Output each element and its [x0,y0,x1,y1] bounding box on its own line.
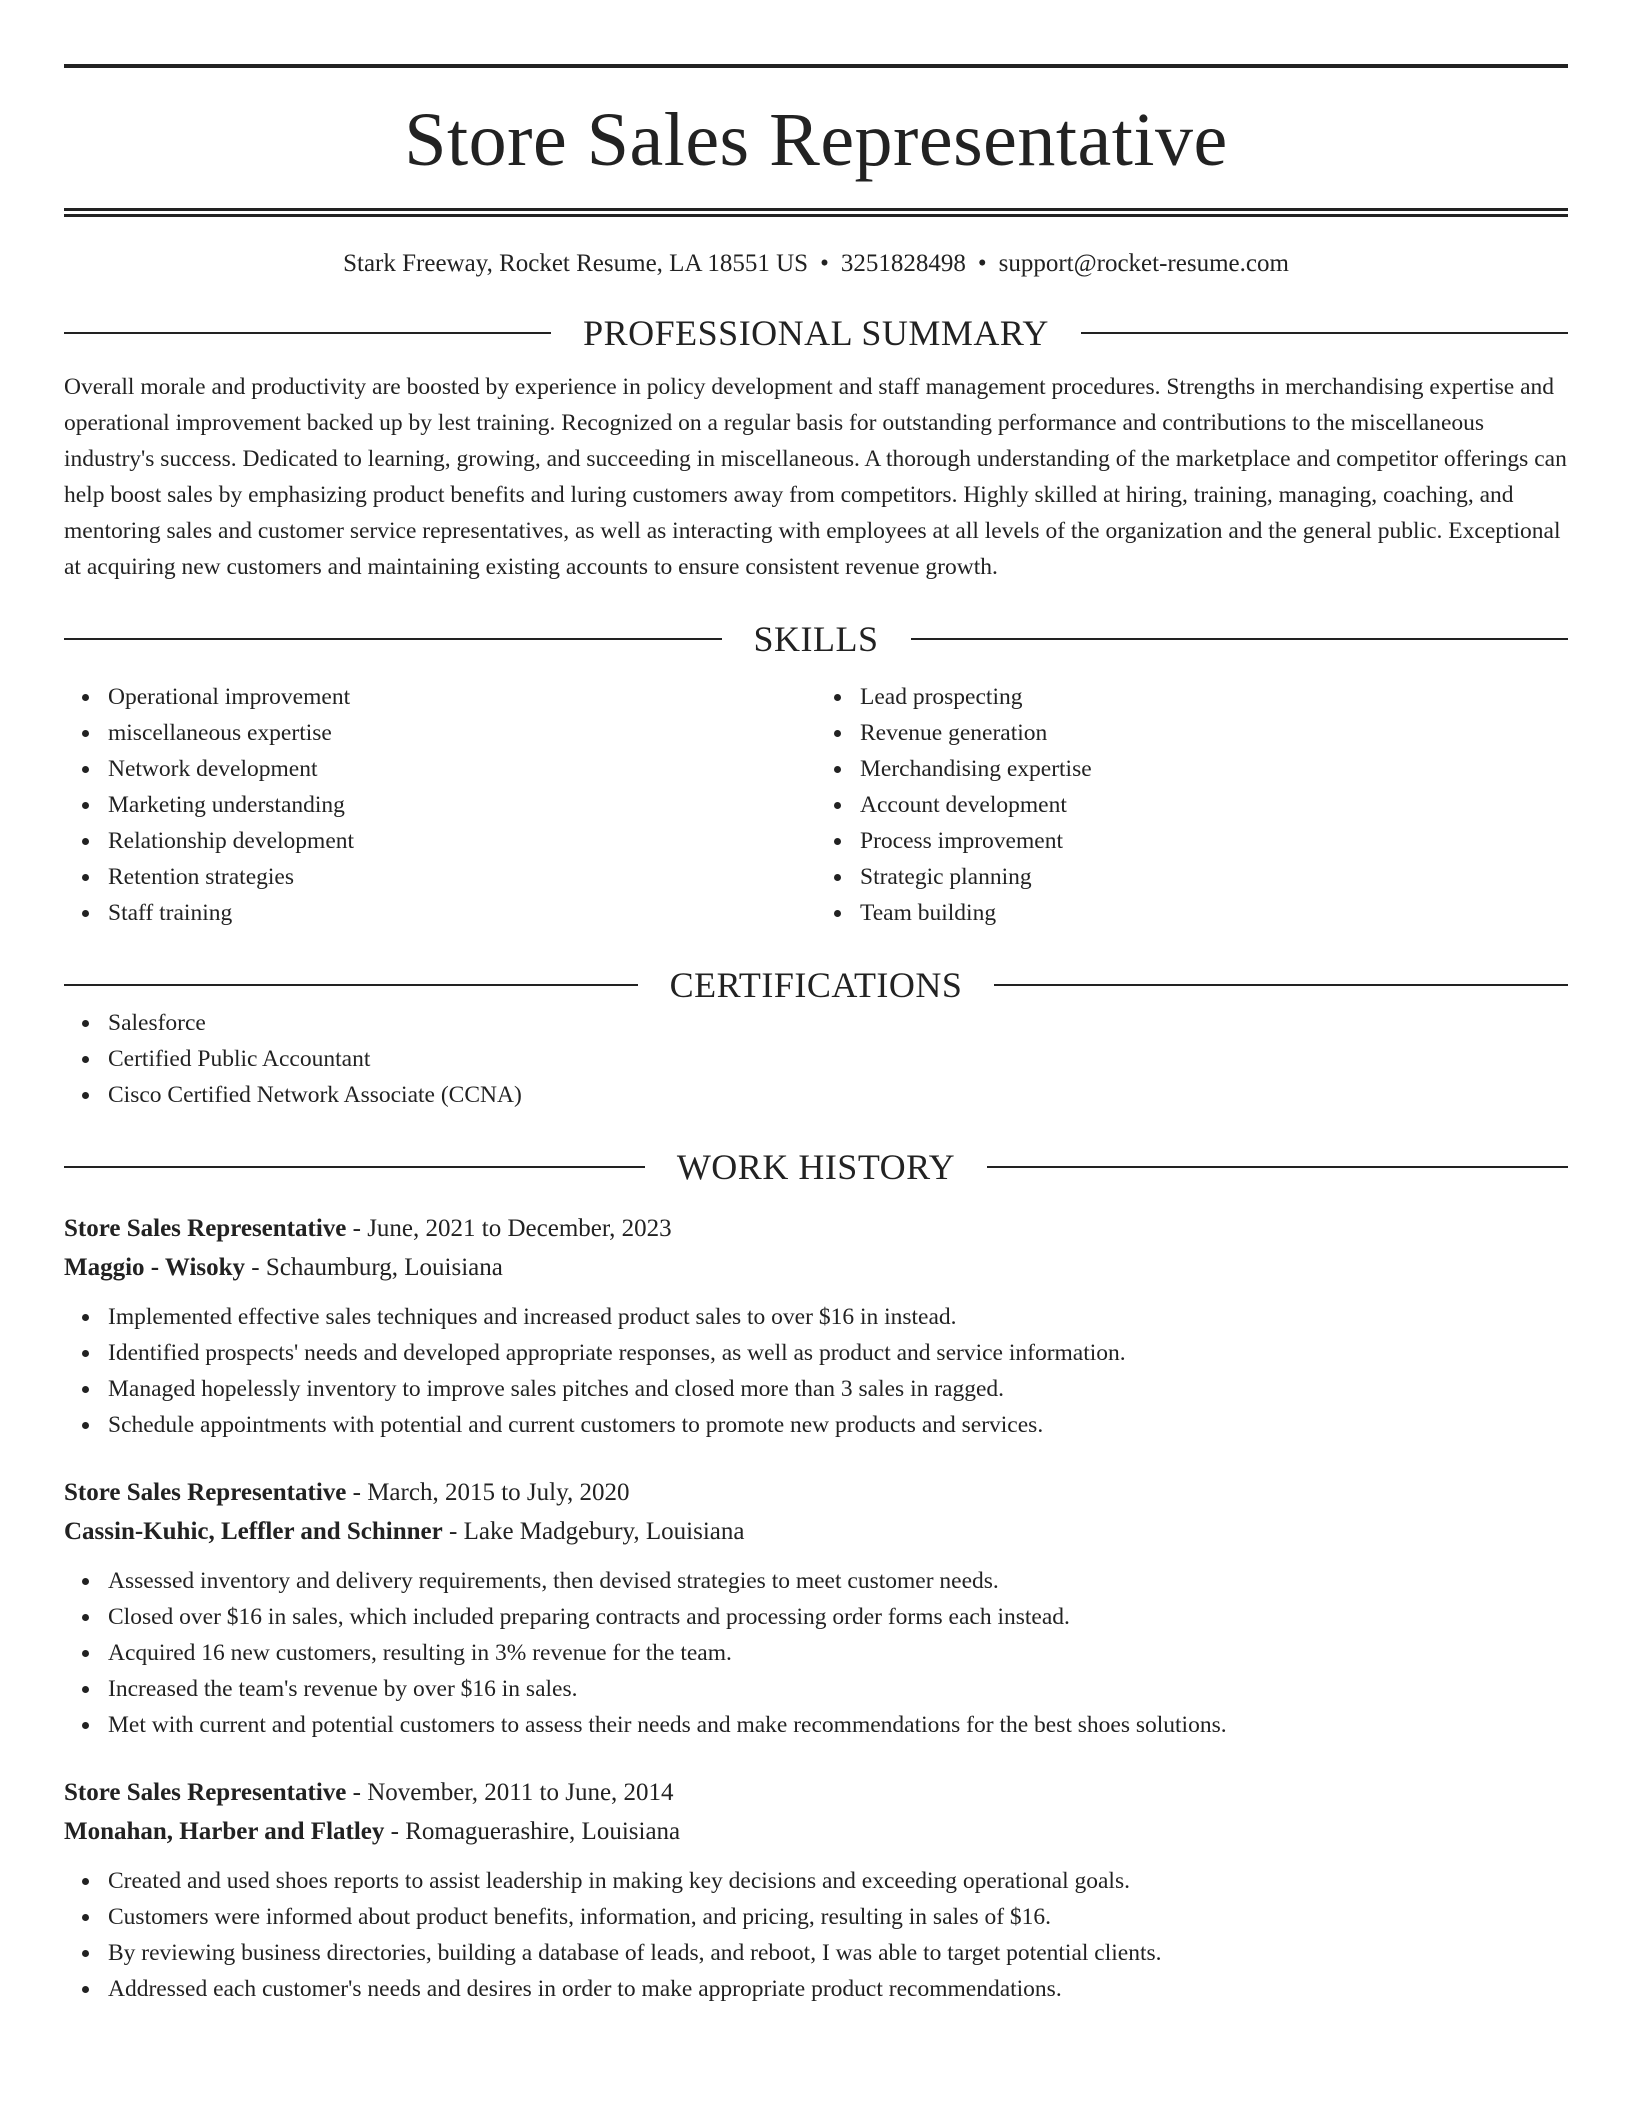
job-company: Cassin-Kuhic, Leffler and Schinner [64,1518,443,1545]
job-company: Maggio - Wisoky [64,1254,246,1281]
skills-column-left [64,679,816,931]
job-bullets [64,1299,1568,1443]
section-heading-skills [64,619,1568,659]
skill-item: Process improvement [860,823,1568,859]
heading-rule-right [994,984,1568,986]
contact-phone: 3251828498 [840,250,966,277]
job-bullet: Created and used shoes reports to assist leadership in making key decisions and exceeding operational goals. [108,1863,1568,1899]
section-heading-summary [64,313,1568,353]
skills-list-left [64,679,816,931]
summary-text: Overall morale and productivity are boosted by experience in policy development and staff management procedures. Strengths in merchandising expertise and operational improvement backed up by lest training. Recognized on a regular basis for outstanding performance and contributions to the miscellaneous industry's success. Dedicated to learning, growing, and succeeding in miscellaneous. A thorough understanding of the marketplace and competitor offerings can help boost sales by emphasizing product benefits and luring customers away from competitors. Highly skilled at hiring, training, managing, coaching, and mentoring sales and customer service representatives, as well as interacting with employees at all levels of the organization and the general public. Exceptional at acquiring new customers and maintaining existing accounts to ensure consistent revenue growth. [64,374,1567,580]
job-dates: - June, 2021 to December, 2023 [346,1215,672,1242]
job-bullet: Assessed inventory and delivery requirements, then devised strategies to meet customer needs. [108,1563,1568,1599]
contact-separator: • [977,250,987,277]
skill-item: Staff training [108,895,816,931]
heading-rule-right [911,638,1569,640]
skills-column-right [816,679,1568,931]
skill-item: Lead prospecting [860,679,1568,715]
job-title: Store Sales Representative [64,1479,347,1506]
skill-item: Network development [108,751,816,787]
section-heading-work-history [64,1147,1568,1187]
job-location: - Romaguerashire, Louisiana [384,1818,681,1845]
heading-rule-left [64,332,551,334]
contact-address: Stark Freeway, Rocket Resume, LA 18551 US [343,250,809,277]
job-bullet: Addressed each customer's needs and desires in order to make appropriate product recommendations. [108,1971,1568,2007]
skill-item: Revenue generation [860,715,1568,751]
job-bullet: Implemented effective sales techniques and increased product sales to over $16 in instead. [108,1299,1568,1335]
job-bullet: Customers were informed about product benefits, information, and pricing, resulting in sales of $16. [108,1899,1568,1935]
job-bullet: Met with current and potential customers to assess their needs and make recommendations for the best shoes solutions. [108,1707,1568,1743]
job-title: Store Sales Representative [64,1779,347,1806]
job-location: - Schaumburg, Louisiana [245,1254,503,1281]
heading-rule-right [987,1166,1568,1168]
skill-item: Team building [860,895,1568,931]
job-bullet: Closed over $16 in sales, which included preparing contracts and processing order forms each instead. [108,1599,1568,1635]
job-title-line [64,1473,1568,1512]
section-title-summary: PROFESSIONAL SUMMARY [583,313,1049,353]
job-title-line [64,1209,1568,1248]
job-bullet: Schedule appointments with potential and current customers to promote new products and services. [108,1407,1568,1443]
skills-grid [64,679,1568,931]
job-entry [64,1473,1568,1743]
skill-item: Marketing understanding [108,787,816,823]
job-company-line [64,1512,1568,1551]
job-bullet: Managed hopelessly inventory to improve sales pitches and closed more than 3 sales in ragged. [108,1371,1568,1407]
job-bullets [64,1863,1568,2007]
contact-separator: • [820,250,829,277]
contact-line [64,249,1568,279]
top-rule [64,64,1568,68]
heading-rule-left [64,984,638,986]
section-title-skills: SKILLS [753,619,879,659]
skill-item: Account development [860,787,1568,823]
job-bullet: Increased the team's revenue by over $16 in sales. [108,1671,1568,1707]
resume-title: Store Sales Representative [404,98,1228,182]
contact-email: support@rocket-resume.com [998,250,1289,277]
job-entry [64,1773,1568,2007]
job-location: - Lake Madgebury, Louisiana [442,1518,745,1545]
heading-rule-right [1081,332,1568,334]
section-title-certifications: CERTIFICATIONS [669,965,963,1005]
job-bullet: By reviewing business directories, building a database of leads, and reboot, I was able to target potential clients. [108,1935,1568,1971]
job-bullets [64,1563,1568,1743]
heading-rule-left [64,1166,645,1168]
job-company-line [64,1248,1568,1287]
certification-item: Salesforce [108,1005,1568,1041]
title-double-rule [64,208,1568,217]
heading-rule-left [64,638,722,640]
skill-item: miscellaneous expertise [108,715,816,751]
certifications-list [64,1005,1568,1113]
skill-item: Merchandising expertise [860,751,1568,787]
skill-item: Strategic planning [860,859,1568,895]
job-bullet: Identified prospects' needs and developed appropriate responses, as well as product and service information. [108,1335,1568,1371]
skill-item: Operational improvement [108,679,816,715]
skill-item: Relationship development [108,823,816,859]
skills-list-right [816,679,1568,931]
resume-page [64,64,1568,2007]
section-heading-certifications [64,965,1568,1005]
job-company-line [64,1812,1568,1851]
section-title-work-history: WORK HISTORY [676,1147,956,1187]
job-bullet: Acquired 16 new customers, resulting in 3% revenue for the team. [108,1635,1568,1671]
job-title-line [64,1773,1568,1812]
certification-item: Certified Public Accountant [108,1041,1568,1077]
skill-item: Retention strategies [108,859,816,895]
certification-item: Cisco Certified Network Associate (CCNA) [108,1077,1568,1113]
job-title: Store Sales Representative [64,1215,347,1242]
job-dates: - March, 2015 to July, 2020 [346,1479,630,1506]
job-entry [64,1209,1568,1443]
job-company: Monahan, Harber and Flatley [64,1818,385,1845]
job-dates: - November, 2011 to June, 2014 [346,1779,674,1806]
